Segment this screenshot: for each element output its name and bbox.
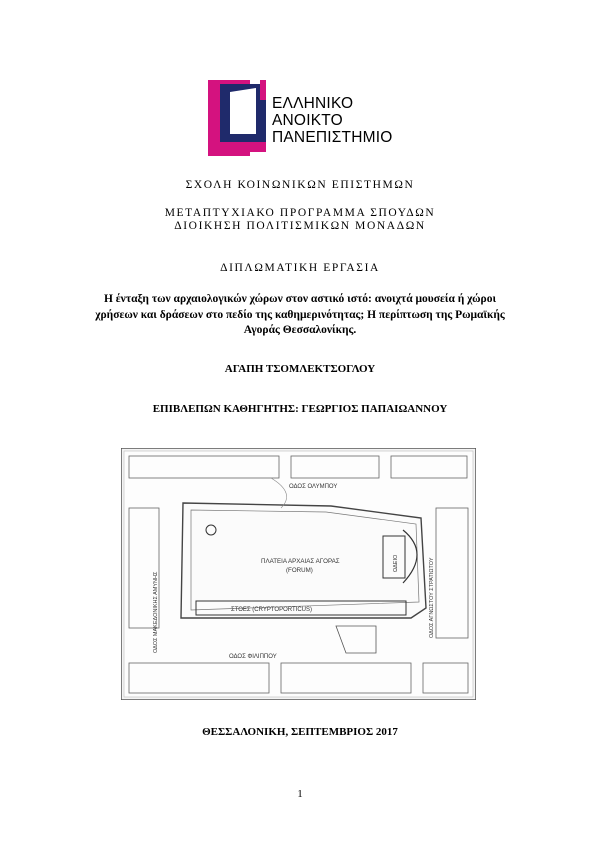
logo-line-2: ΑΝΟΙΚΤΟ — [272, 112, 343, 129]
logo-line-1: ΕΛΛΗΝΙΚΟ — [272, 95, 354, 112]
school-name: ΣΧΟΛΗ ΚΟΙΝΩΝΙΚΩΝ ΕΠΙΣΤΗΜΩΝ — [185, 179, 415, 191]
page-number: 1 — [297, 788, 303, 800]
map-street-left: ΟΔΟΣ ΜΑΚΕΔΟΝΙΚΗΣ ΑΜΥΝΗΣ — [153, 571, 159, 653]
map-forum-label: ΠΛΑΤΕΙΑ ΑΡΧΑΙΑΣ ΑΓΟΡΑΣ — [261, 558, 340, 565]
program-name: ΜΕΤΑΠΤΥΧΙΑΚΟ ΠΡΟΓΡΑΜΜΑ ΣΠΟΥΔΩΝ — [164, 207, 436, 219]
map-stoes-label: ΣΤΟΕΣ (CRYPTOPORTICUS) — [231, 607, 312, 613]
map-street-right: ΟΔΟΣ ΑΓΝΩΣΤΟΥ ΣΤΡΑΤΙΩΤΟΥ — [429, 557, 435, 638]
supervisor-name: ΕΠΙΒΛΕΠΩΝ ΚΑΘΗΓΗΤΗΣ: ΓΕΩΡΓΙΟΣ ΠΑΠΑΙΩΑΝΝΟΥ — [152, 403, 448, 415]
map-street-bottom: ΟΔΟΣ ΦΙΛΙΠΠΟΥ — [229, 654, 277, 660]
document-type: ΔΙΠΛΩΜΑΤΙΚΗ ΕΡΓΑΣΙΑ — [220, 262, 380, 274]
program-specialization: ΔΙΟΙΚΗΣΗ ΠΟΛΙΤΙΣΜΙΚΩΝ ΜΟΝΑΔΩΝ — [174, 220, 426, 232]
thesis-title: Η ένταξη των αρχαιολογικών χώρων στον αστικό ιστό: ανοιχτά μουσεία ή χώροι χρήσεων και δράσεων στο πεδίο της καθημερινότητας; Η περίπτωση της Ρωμαϊκής Αγοράς Θεσσαλονίκης. — [95, 293, 505, 336]
logo-line-3: ΠΑΝΕΠΙΣΤΗΜΙΟ — [272, 129, 393, 146]
map-forum-sublabel: (FORUM) — [286, 567, 313, 574]
author-name: ΑΓΑΠΗ ΤΣΟΜΛΕΚΤΣΟΓΛΟΥ — [224, 363, 376, 375]
university-logo-text — [272, 95, 392, 146]
map-odeon-label: ΩΔΕΙΟ — [393, 554, 399, 572]
map-street-top: ΟΔΟΣ ΟΛΥΜΠΟΥ — [289, 484, 338, 490]
site-plan-figure — [121, 448, 476, 700]
place-and-date: ΘΕΣΣΑΛΟΝΙΚΗ, ΣΕΠΤΕΜΒΡΙΟΣ 2017 — [202, 726, 398, 738]
